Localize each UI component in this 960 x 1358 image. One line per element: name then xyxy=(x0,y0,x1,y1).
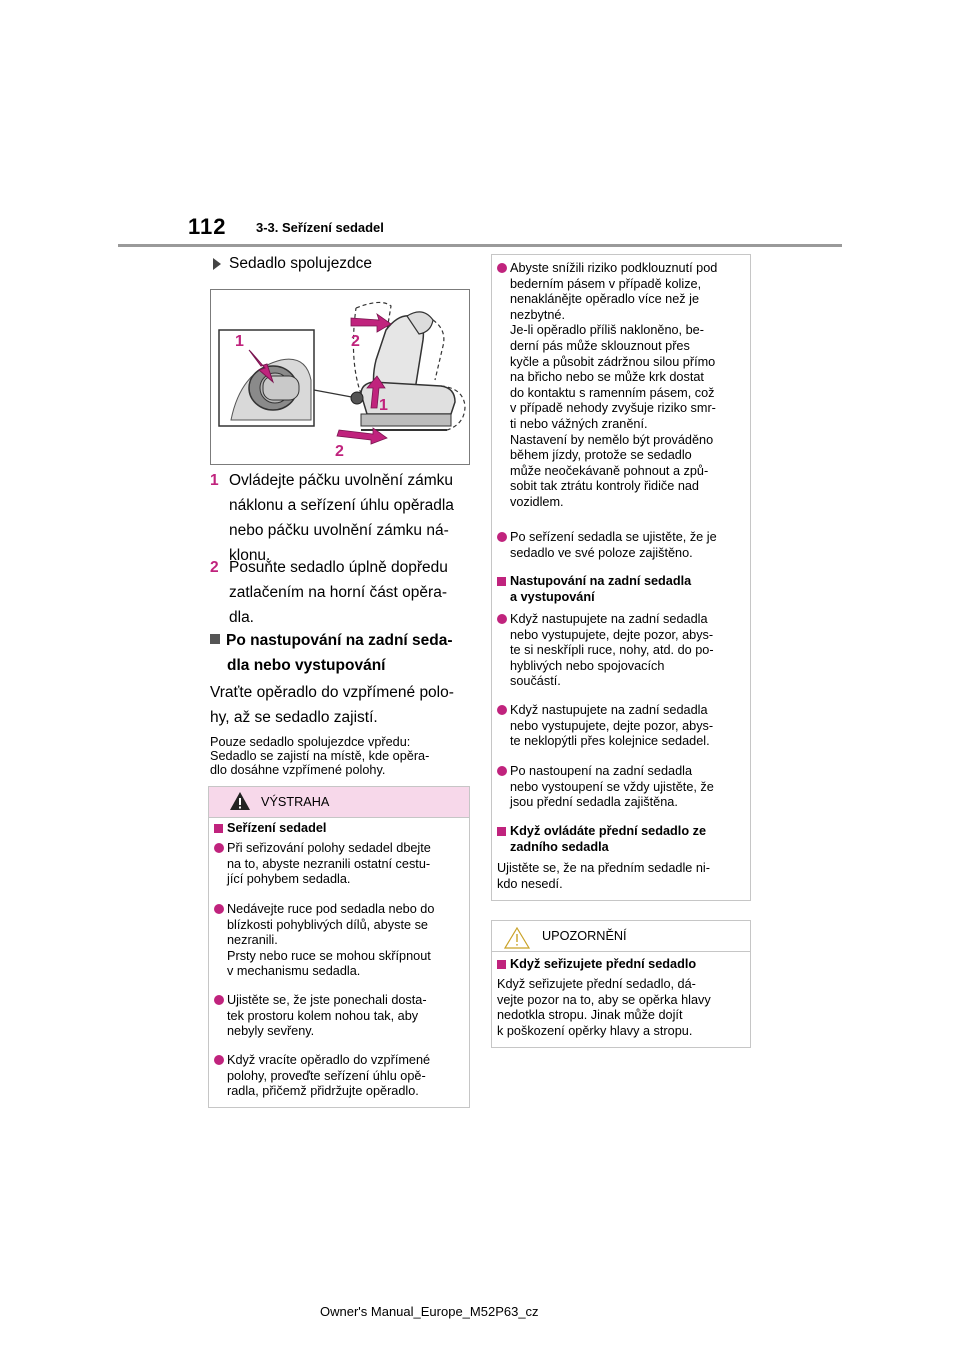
round-bullet-icon xyxy=(214,843,224,853)
round-bullet-icon xyxy=(497,263,507,273)
notice-title: UPOZORNĚNÍ xyxy=(542,929,627,943)
step-line: náklonu a seřízení úhlu opěradla xyxy=(229,497,454,514)
round-bullet-icon xyxy=(497,614,507,624)
warning-box xyxy=(208,786,470,1108)
page-number: 112 xyxy=(188,214,227,239)
step-number: 2 xyxy=(210,559,219,576)
warning-title: VÝSTRAHA xyxy=(261,795,330,809)
notice-box xyxy=(491,920,751,1048)
seat-illustration xyxy=(211,290,469,464)
step-line: Ovládejte páčku uvolnění zámku xyxy=(229,472,454,489)
step-line: nebo páčku uvolnění zámku ná- xyxy=(229,522,449,539)
warning-box-continued xyxy=(491,254,751,901)
footer-text: Owner's Manual_Europe_M52P63_cz xyxy=(320,1304,539,1319)
warning-item: Při seřizování polohy sedadel dbejte na to, abyste nezranili ostatní cestu- jící pohybem sedadla. xyxy=(214,841,466,888)
warning-text: Ujistěte se, že na předním sedadle ni- kdo nesedí. xyxy=(497,861,710,891)
notice-header xyxy=(492,921,750,952)
figure-label: 2 xyxy=(335,443,344,460)
square-bullet-icon xyxy=(214,824,223,833)
warning-item: Když nastupujete na zadní sedadla nebo vystupujete, dejte pozor, abys- te neklopýtli přes kolejnice sedadel. xyxy=(497,703,747,750)
sub-heading xyxy=(213,255,372,273)
figure-label: 1 xyxy=(379,397,388,414)
square-bullet-icon xyxy=(497,960,506,969)
notice-heading: Když seřizujete přední sedadlo xyxy=(497,957,747,973)
header-rule xyxy=(118,244,842,247)
step-line: zatlačením na horní část opěra- xyxy=(229,584,447,601)
sub-heading-text: Sedadlo spolujezdce xyxy=(229,255,373,272)
warning-item: Abyste snížili riziko podklouznutí pod bederním pásem v případě kolize, nenaklánějte opěradlo více než je nezbytné. Je-li opěradlo příliš nakloněno, be- derní pás může sklouznout přes kyčle a působit zádržnou silou přímo na břicho nebo se může krk dostat do kontaktu s ramenním pásem, což v případě nehody zvyšuje riziko smr- ti nebo vážných zranění. Nastavení by nemělo být prováděno během jízdy, protože se sedadlo může neočekávaně pohnout a způ- sobit tak ztrátu kontroly řidiče nad vozidlem. xyxy=(497,261,747,511)
notice-text: Když seřizujete přední sedadlo, dá- vejte pozor na to, aby se opěrka hlavy nedotkla stropu. Jinak může dojít k poškození opěrky hlavy a stropu. xyxy=(497,977,711,1038)
warning-triangle-icon xyxy=(229,791,251,811)
section-heading: Po nastupování na zadní seda- dla nebo vystupování xyxy=(210,628,470,678)
warning-item: Když nastupujete na zadní sedadla nebo vystupujete, dejte pozor, abys- te si neskřípli ruce, nohy, atd. do po- hyblivých nebo spojovacích součástí. xyxy=(497,612,747,690)
figure-label: 1 xyxy=(235,333,244,350)
step-line: Posuňte sedadlo úplně dopředu xyxy=(229,559,448,576)
round-bullet-icon xyxy=(214,1055,224,1065)
section-title: 3-3. Seřízení sedadel xyxy=(256,220,384,235)
warning-item: Ujistěte se, že jste ponechali dosta- tek prostoru kolem nohou tak, aby nebyly sevřeny. xyxy=(214,993,466,1040)
step-number: 1 xyxy=(210,472,219,489)
warning-item: Po seřízení sedadla se ujistěte, že je sedadlo ve své poloze zajištěno. xyxy=(497,530,747,561)
warning-heading: Seřízení sedadel xyxy=(214,821,466,837)
triangle-bullet-icon xyxy=(213,258,221,270)
seat-adjustment-figure xyxy=(210,289,470,465)
step-line: dla. xyxy=(229,609,254,626)
round-bullet-icon xyxy=(497,766,507,776)
warning-item: Když vracíte opěradlo do vzpřímené polohy, proveďte seřízení úhlu opě- radla, přičemž přidržujte opěradlo. xyxy=(214,1053,466,1100)
warning-heading: Když ovládáte přední sedadlo ze zadního sedadla xyxy=(497,824,747,855)
round-bullet-icon xyxy=(214,995,224,1005)
square-bullet-icon xyxy=(497,827,506,836)
body-text: Vraťte opěradlo do vzpřímené polo- hy, až se sedadlo zajistí. xyxy=(210,684,454,726)
warning-heading: Nastupování na zadní sedadla a vystupování xyxy=(497,574,747,605)
warning-item: Nedávejte ruce pod sedadla nebo do blízkosti pohyblivých dílů, abyste se nezranili. Prsty nebo ruce se mohou skřípnout v mechanismu sedadla. xyxy=(214,902,466,980)
step-2 xyxy=(210,555,470,635)
round-bullet-icon xyxy=(497,532,507,542)
caution-triangle-icon xyxy=(504,927,530,949)
step-line: klonu. xyxy=(229,547,271,564)
round-bullet-icon xyxy=(497,705,507,715)
warning-item: Po nastoupení na zadní sedadla nebo vystoupení se vždy ujistěte, že jsou přední sedadla zajištěna. xyxy=(497,764,747,811)
note-text: Pouze sedadlo spolujezdce vpředu: Sedadlo se zajistí na místě, kde opěra- dlo dosáhne vzpřímené polohy. xyxy=(210,735,430,777)
square-bullet-icon xyxy=(210,634,220,644)
square-bullet-icon xyxy=(497,577,506,586)
figure-label: 2 xyxy=(351,333,360,350)
round-bullet-icon xyxy=(214,904,224,914)
warning-header xyxy=(209,787,469,818)
